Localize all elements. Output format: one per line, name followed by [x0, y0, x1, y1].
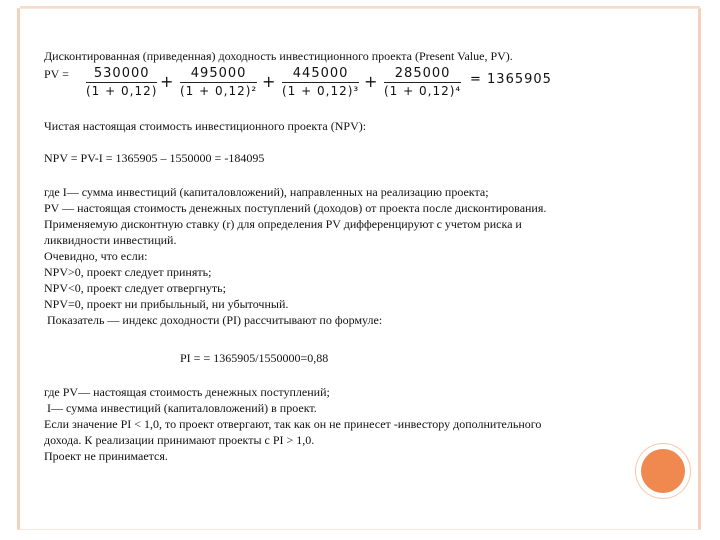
plus-sign-2: + [262, 72, 276, 91]
body-line: Показатель — индекс доходности (PI) рассчитывают по формуле: [44, 313, 383, 327]
body-line: Очевидно, что если: [44, 249, 148, 263]
fraction-4-numerator: 285000 [384, 66, 461, 83]
fraction-1-numerator: 530000 [86, 66, 157, 83]
fraction-2-denominator: (1 + 0,12)² [180, 84, 258, 98]
pi-calculation: PI = = 1365905/1550000=0,88 [180, 351, 329, 365]
tail-line: где PV— настоящая стоимость денежных поступлений; [44, 385, 330, 399]
formula-lhs: PV = [44, 67, 69, 81]
fraction-2-numerator: 495000 [180, 66, 257, 83]
plus-sign-3: + [364, 72, 378, 91]
body-line: NPV=0, проект ни прибыльный, ни убыточный. [44, 297, 289, 311]
body-line: где I— сумма инвестиций (капиталовложений), направленных на реализацию проекта; [44, 185, 489, 199]
body-line: NPV>0, проект следует принять; [44, 265, 212, 279]
fraction-3-numerator: 445000 [282, 66, 359, 83]
body-line: Применяемую дисконтную ставку (r) для определения PV дифференцируют с учетом риска и [44, 217, 522, 231]
fraction-4 [384, 66, 461, 99]
decorative-orange-circle [641, 449, 685, 493]
tail-line: Если значение PI < 1,0, то проект отвергают, так как он не принесет -инвестору дополнительного [44, 417, 542, 431]
heading-npv: Чистая настоящая стоимость инвестиционного проекта (NPV): [44, 119, 367, 133]
formula-result: = 1365905 [470, 72, 552, 87]
fraction-1-denominator: (1 + 0,12) [86, 84, 158, 98]
heading-pv: Дисконтированная (приведенная) доходность инвестиционного проекта (Present Value, PV). [44, 49, 513, 63]
plus-sign-1: + [160, 72, 174, 91]
fraction-3-denominator: (1 + 0,12)³ [282, 84, 360, 98]
npv-calculation: NPV = PV-I = 1365905 – 1550000 = -184095 [44, 151, 265, 165]
tail-line: дохода. К реализации принимают проекты с PI > 1,0. [44, 433, 315, 447]
body-line: PV — настоящая стоимость денежных поступлений (доходов) от проекта после дисконтирования. [44, 201, 547, 215]
fraction-4-denominator: (1 + 0,12)⁴ [384, 84, 462, 98]
fraction-1 [86, 66, 157, 99]
tail-line: Проект не принимается. [44, 449, 168, 463]
body-line: ликвидности инвестиций. [44, 233, 177, 247]
tail-line: I— сумма инвестиций (капиталовложений) в проект. [44, 401, 317, 415]
body-line: NPV<0, проект следует отвергнуть; [44, 281, 226, 295]
fraction-3 [282, 66, 359, 99]
fraction-2 [180, 66, 257, 99]
